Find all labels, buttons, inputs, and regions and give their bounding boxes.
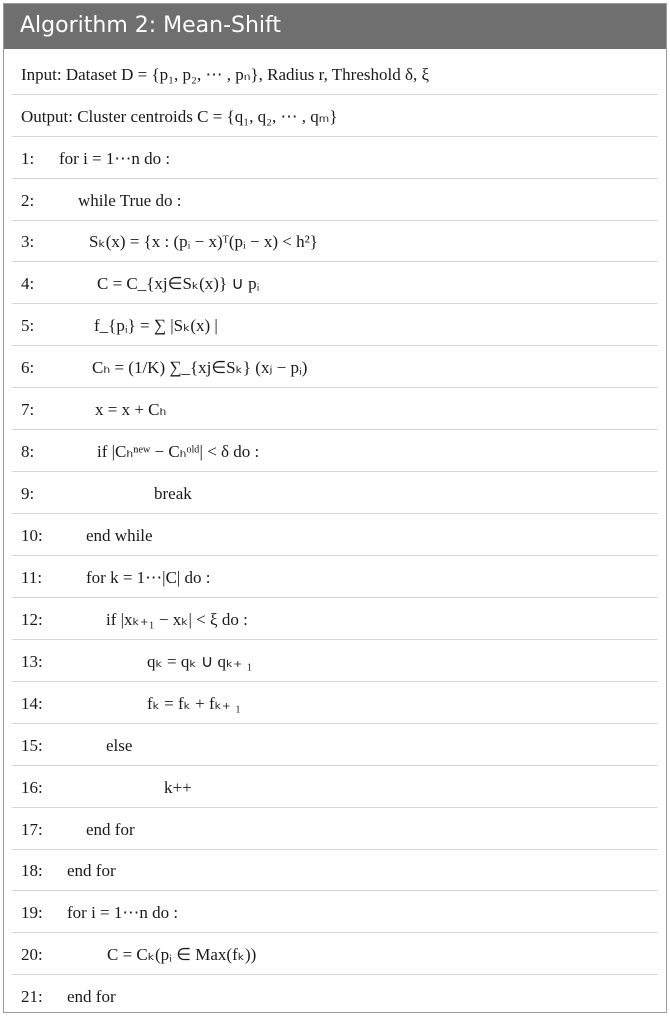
step-number: 21: bbox=[21, 987, 43, 1006]
step-text: Cₕ = (1/K) ∑_{xj∈Sₖ} (xⱼ − pᵢ) bbox=[92, 358, 308, 377]
algorithm-box bbox=[3, 3, 667, 1013]
row-divider bbox=[12, 890, 658, 891]
step-text: end for bbox=[86, 820, 135, 839]
step-text: else bbox=[106, 736, 133, 755]
step-number: 20: bbox=[21, 945, 43, 964]
output-text: Output: Cluster centroids C = {q₁, q₂, ⋯ , qₘ} bbox=[21, 107, 338, 126]
step-number: 10: bbox=[21, 526, 43, 545]
row-divider bbox=[12, 94, 658, 95]
row-divider bbox=[12, 597, 658, 598]
step-number: 18: bbox=[21, 861, 43, 880]
step-text: C = C_{xj∈Sₖ(x)} ∪ pᵢ bbox=[97, 274, 260, 293]
row-divider bbox=[12, 220, 658, 221]
row-divider bbox=[12, 178, 658, 179]
step-text: qₖ = qₖ ∪ qₖ₊ ₁ bbox=[147, 652, 253, 671]
row-divider bbox=[12, 974, 658, 975]
step-number: 16: bbox=[21, 778, 43, 797]
row-divider bbox=[12, 261, 658, 262]
row-divider bbox=[12, 387, 658, 388]
step-number: 15: bbox=[21, 736, 43, 755]
row-divider bbox=[12, 555, 658, 556]
row-divider bbox=[12, 429, 658, 430]
step-number: 13: bbox=[21, 652, 43, 671]
step-number: 7: bbox=[21, 400, 35, 419]
row-divider bbox=[12, 136, 658, 137]
row-divider bbox=[12, 513, 658, 514]
step-number: 19: bbox=[21, 903, 43, 922]
step-number: 2: bbox=[21, 191, 35, 210]
step-number: 3: bbox=[21, 232, 35, 251]
step-text: f_{pᵢ} = ∑ |Sₖ(x) | bbox=[94, 316, 218, 335]
step-text: end for bbox=[67, 861, 116, 880]
algorithm-header bbox=[4, 4, 666, 49]
step-number: 8: bbox=[21, 442, 35, 461]
row-divider bbox=[12, 807, 658, 808]
step-number: 17: bbox=[21, 820, 43, 839]
row-divider bbox=[12, 345, 658, 346]
step-text: break bbox=[154, 484, 192, 503]
step-text: for k = 1⋯|C| do : bbox=[86, 568, 211, 587]
row-divider bbox=[12, 639, 658, 640]
step-number: 5: bbox=[21, 316, 35, 335]
algorithm-title: Algorithm 2: Mean-Shift bbox=[20, 13, 282, 38]
step-number: 11: bbox=[21, 568, 43, 587]
input-text: Input: Dataset D = {p₁, p₂, ⋯ , pₙ}, Radius r, Threshold δ, ξ bbox=[21, 65, 430, 84]
row-divider bbox=[12, 932, 658, 933]
step-text: end while bbox=[86, 526, 153, 545]
step-text: end for bbox=[67, 987, 116, 1006]
row-divider bbox=[12, 471, 658, 472]
step-number: 9: bbox=[21, 484, 35, 503]
row-divider bbox=[12, 681, 658, 682]
row-divider bbox=[12, 303, 658, 304]
step-text: Sₖ(x) = {x : (pᵢ − x)ᵀ(pᵢ − x) < h²} bbox=[89, 232, 318, 251]
row-divider bbox=[12, 723, 658, 724]
row-divider bbox=[12, 765, 658, 766]
step-text: C = Cₖ(pᵢ ∈ Max(fₖ)) bbox=[107, 945, 257, 964]
step-text: while True do : bbox=[78, 191, 182, 210]
step-text: k++ bbox=[164, 778, 192, 797]
step-number: 6: bbox=[21, 358, 35, 377]
step-text: if |xₖ₊₁ − xₖ| < ξ do : bbox=[106, 610, 248, 629]
step-text: fₖ = fₖ + fₖ₊ ₁ bbox=[147, 694, 242, 713]
step-text: x = x + Cₕ bbox=[95, 400, 167, 419]
step-number: 12: bbox=[21, 610, 43, 629]
step-text: if |Cₕⁿᵉʷ − Cₕᵒˡᵈ| < δ do : bbox=[97, 442, 260, 461]
step-text: for i = 1⋯n do : bbox=[67, 903, 179, 922]
step-number: 14: bbox=[21, 694, 43, 713]
step-number: 1: bbox=[21, 149, 35, 168]
step-text: for i = 1⋯n do : bbox=[59, 149, 171, 168]
step-number: 4: bbox=[21, 274, 35, 293]
row-divider bbox=[12, 849, 658, 850]
